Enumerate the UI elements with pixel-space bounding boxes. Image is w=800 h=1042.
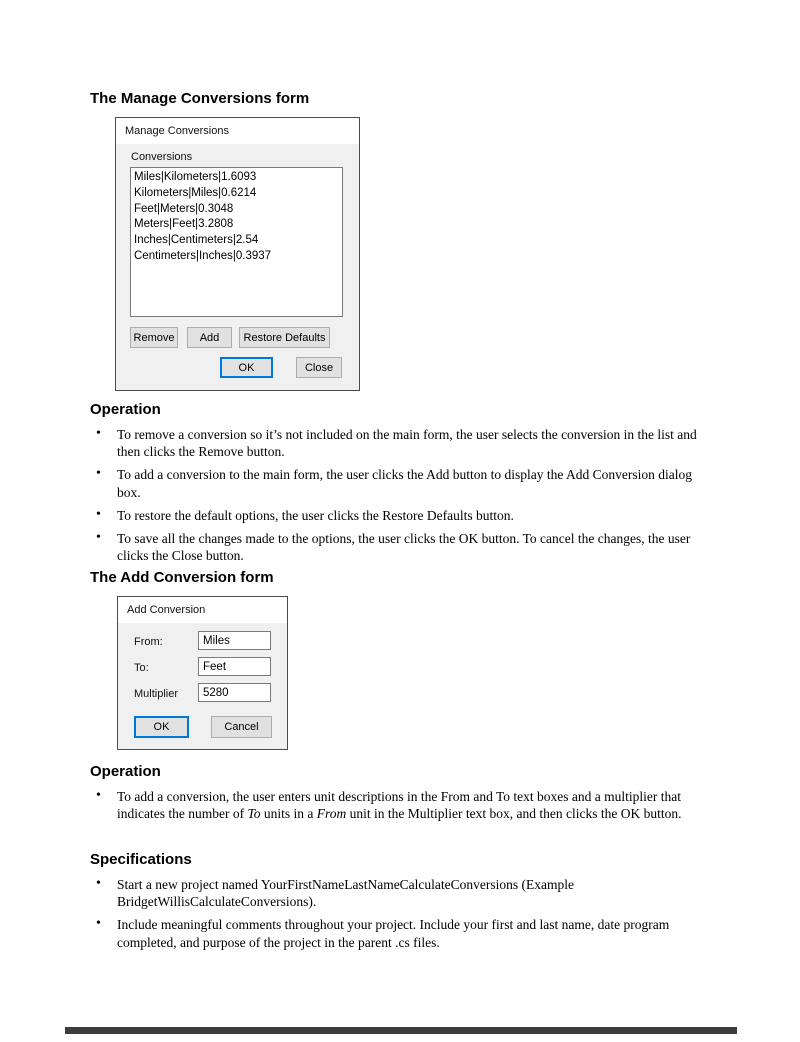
list-item[interactable]: Centimeters|Inches|0.3937 bbox=[134, 249, 272, 262]
add-conversion-dialog bbox=[117, 596, 288, 750]
conversions-listbox[interactable] bbox=[130, 167, 343, 317]
operation2-heading: Operation bbox=[90, 763, 161, 780]
add-form-heading: The Add Conversion form bbox=[90, 569, 274, 586]
bullet-item: • Start a new project named YourFirstNameLastNameCalculateConversions (Example BridgetWillisCalculateConversions). bbox=[90, 876, 708, 911]
bullet-item: • To remove a conversion so it’s not included on the main form, the user selects the conversion in the list and then clicks the Remove button. bbox=[90, 426, 708, 461]
bullet-text-segment: unit in the Multiplier text box, and then clicks the OK button. bbox=[346, 806, 682, 822]
footer-bar bbox=[65, 1027, 737, 1034]
list-item[interactable]: Miles|Kilometers|1.6093 bbox=[134, 171, 257, 183]
list-item[interactable]: Kilometers|Miles|0.6214 bbox=[134, 186, 257, 199]
restore-defaults-button[interactable]: Restore Defaults bbox=[239, 327, 330, 348]
manage-conversions-dialog bbox=[115, 117, 360, 391]
list-item[interactable]: Meters|Feet|3.2808 bbox=[134, 218, 234, 231]
ok-button[interactable]: OK bbox=[220, 357, 273, 378]
add-dialog-titlebar bbox=[118, 597, 287, 623]
from-field[interactable] bbox=[198, 631, 271, 650]
bullet-text-italic: To bbox=[247, 806, 261, 822]
bullet-text-italic: From bbox=[316, 806, 347, 822]
bullet-text-segment: units in a bbox=[260, 806, 317, 822]
to-label: To: bbox=[134, 662, 149, 674]
bullet-item: • To save all the changes made to the options, the user clicks the OK button. To cancel the changes, the user clicks the Close button. bbox=[90, 530, 708, 565]
cancel-button[interactable]: Cancel bbox=[211, 716, 272, 738]
bullet-item: • To add a conversion to the main form, the user clicks the Add button to display the Add Conversion dialog box. bbox=[90, 466, 708, 501]
operation1-bullet-list bbox=[90, 426, 708, 570]
multiplier-label: Multiplier bbox=[134, 688, 179, 700]
manage-form-heading: The Manage Conversions form bbox=[90, 90, 310, 107]
conversions-label: Conversions bbox=[131, 151, 193, 163]
bullet-text-segment: To add a conversion, the user enters unit descriptions in the From and To text boxes and a multiplier that indicates the number of bbox=[117, 789, 681, 822]
bullet-item: • To restore the default options, the user clicks the Restore Defaults button. bbox=[90, 507, 708, 524]
remove-button[interactable]: Remove bbox=[130, 327, 178, 348]
specifications-bullet-list bbox=[90, 876, 708, 957]
to-field[interactable] bbox=[198, 657, 271, 676]
list-item[interactable]: Feet|Meters|0.3048 bbox=[134, 202, 234, 215]
specifications-heading: Specifications bbox=[90, 851, 192, 868]
add-button[interactable]: Add bbox=[187, 327, 232, 348]
bullet-item: • Include meaningful comments throughout your project. Include your first and last name, date program completed, and purpose of the project in the parent .cs files. bbox=[90, 916, 708, 951]
from-label: From: bbox=[134, 636, 163, 648]
operation1-heading: Operation bbox=[90, 401, 161, 418]
manage-dialog-title: Manage Conversions bbox=[125, 125, 229, 137]
add-dialog-title: Add Conversion bbox=[127, 604, 206, 616]
manage-dialog-titlebar bbox=[116, 118, 359, 144]
close-button[interactable]: Close bbox=[296, 357, 342, 378]
operation2-bullet-list bbox=[90, 788, 708, 828]
bullet-item bbox=[90, 788, 708, 823]
ok-button[interactable]: OK bbox=[134, 716, 189, 738]
list-item[interactable]: Inches|Centimeters|2.54 bbox=[134, 234, 259, 247]
multiplier-field[interactable] bbox=[198, 683, 271, 702]
